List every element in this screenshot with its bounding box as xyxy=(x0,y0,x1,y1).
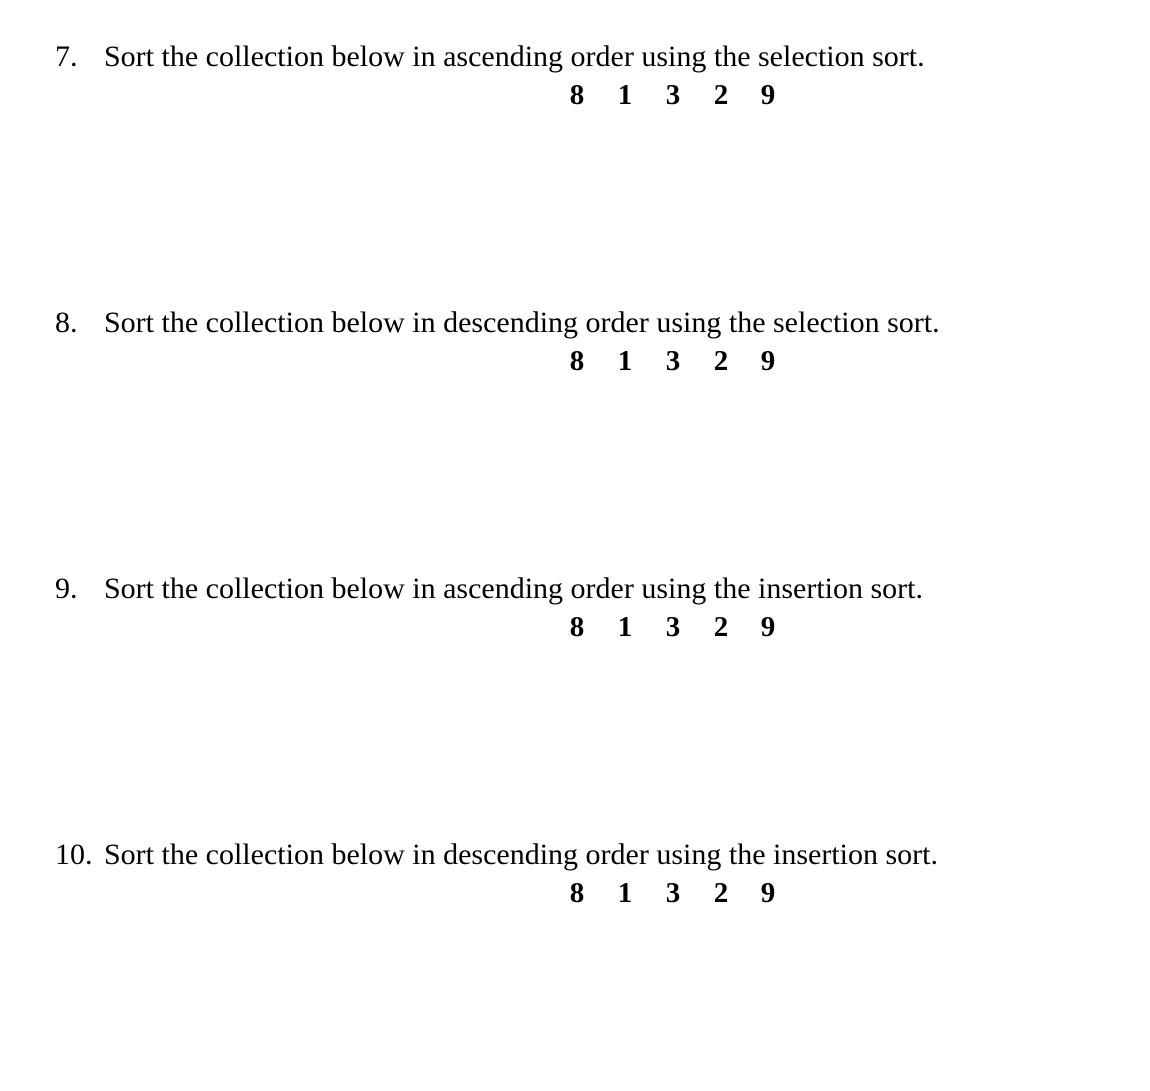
collection-value: 9 xyxy=(760,345,776,377)
collection-value: 1 xyxy=(617,611,633,643)
collection-value: 8 xyxy=(569,877,585,909)
collection-value: 8 xyxy=(569,345,585,377)
number-collection xyxy=(0,875,1150,911)
number-collection xyxy=(0,77,1150,113)
collection-value: 8 xyxy=(569,611,585,643)
collection-value: 3 xyxy=(665,345,681,377)
collection-value: 9 xyxy=(760,877,776,909)
collection-value: 9 xyxy=(760,611,776,643)
question-number: 8. xyxy=(55,306,78,339)
question-number: 10. xyxy=(55,838,93,871)
collection-value: 9 xyxy=(760,79,776,111)
question-text: Sort the collection below in descending order using the selection sort. xyxy=(104,306,940,339)
number-collection xyxy=(0,609,1150,645)
question-8 xyxy=(0,305,1150,385)
number-collection xyxy=(0,343,1150,379)
question-10 xyxy=(0,837,1150,917)
question-text: Sort the collection below in ascending order using the selection sort. xyxy=(104,40,925,73)
collection-value: 2 xyxy=(713,877,729,909)
collection-value: 8 xyxy=(569,79,585,111)
question-number: 9. xyxy=(55,572,78,605)
collection-value: 1 xyxy=(617,877,633,909)
collection-value: 3 xyxy=(665,611,681,643)
question-text: Sort the collection below in descending order using the insertion sort. xyxy=(104,838,938,871)
collection-value: 2 xyxy=(713,345,729,377)
collection-value: 1 xyxy=(617,345,633,377)
collection-value: 3 xyxy=(665,79,681,111)
collection-value: 3 xyxy=(665,877,681,909)
collection-value: 2 xyxy=(713,611,729,643)
question-text: Sort the collection below in ascending order using the insertion sort. xyxy=(104,572,923,605)
collection-value: 1 xyxy=(617,79,633,111)
collection-value: 2 xyxy=(713,79,729,111)
question-number: 7. xyxy=(55,40,78,73)
question-9 xyxy=(0,571,1150,651)
question-7 xyxy=(0,39,1150,119)
